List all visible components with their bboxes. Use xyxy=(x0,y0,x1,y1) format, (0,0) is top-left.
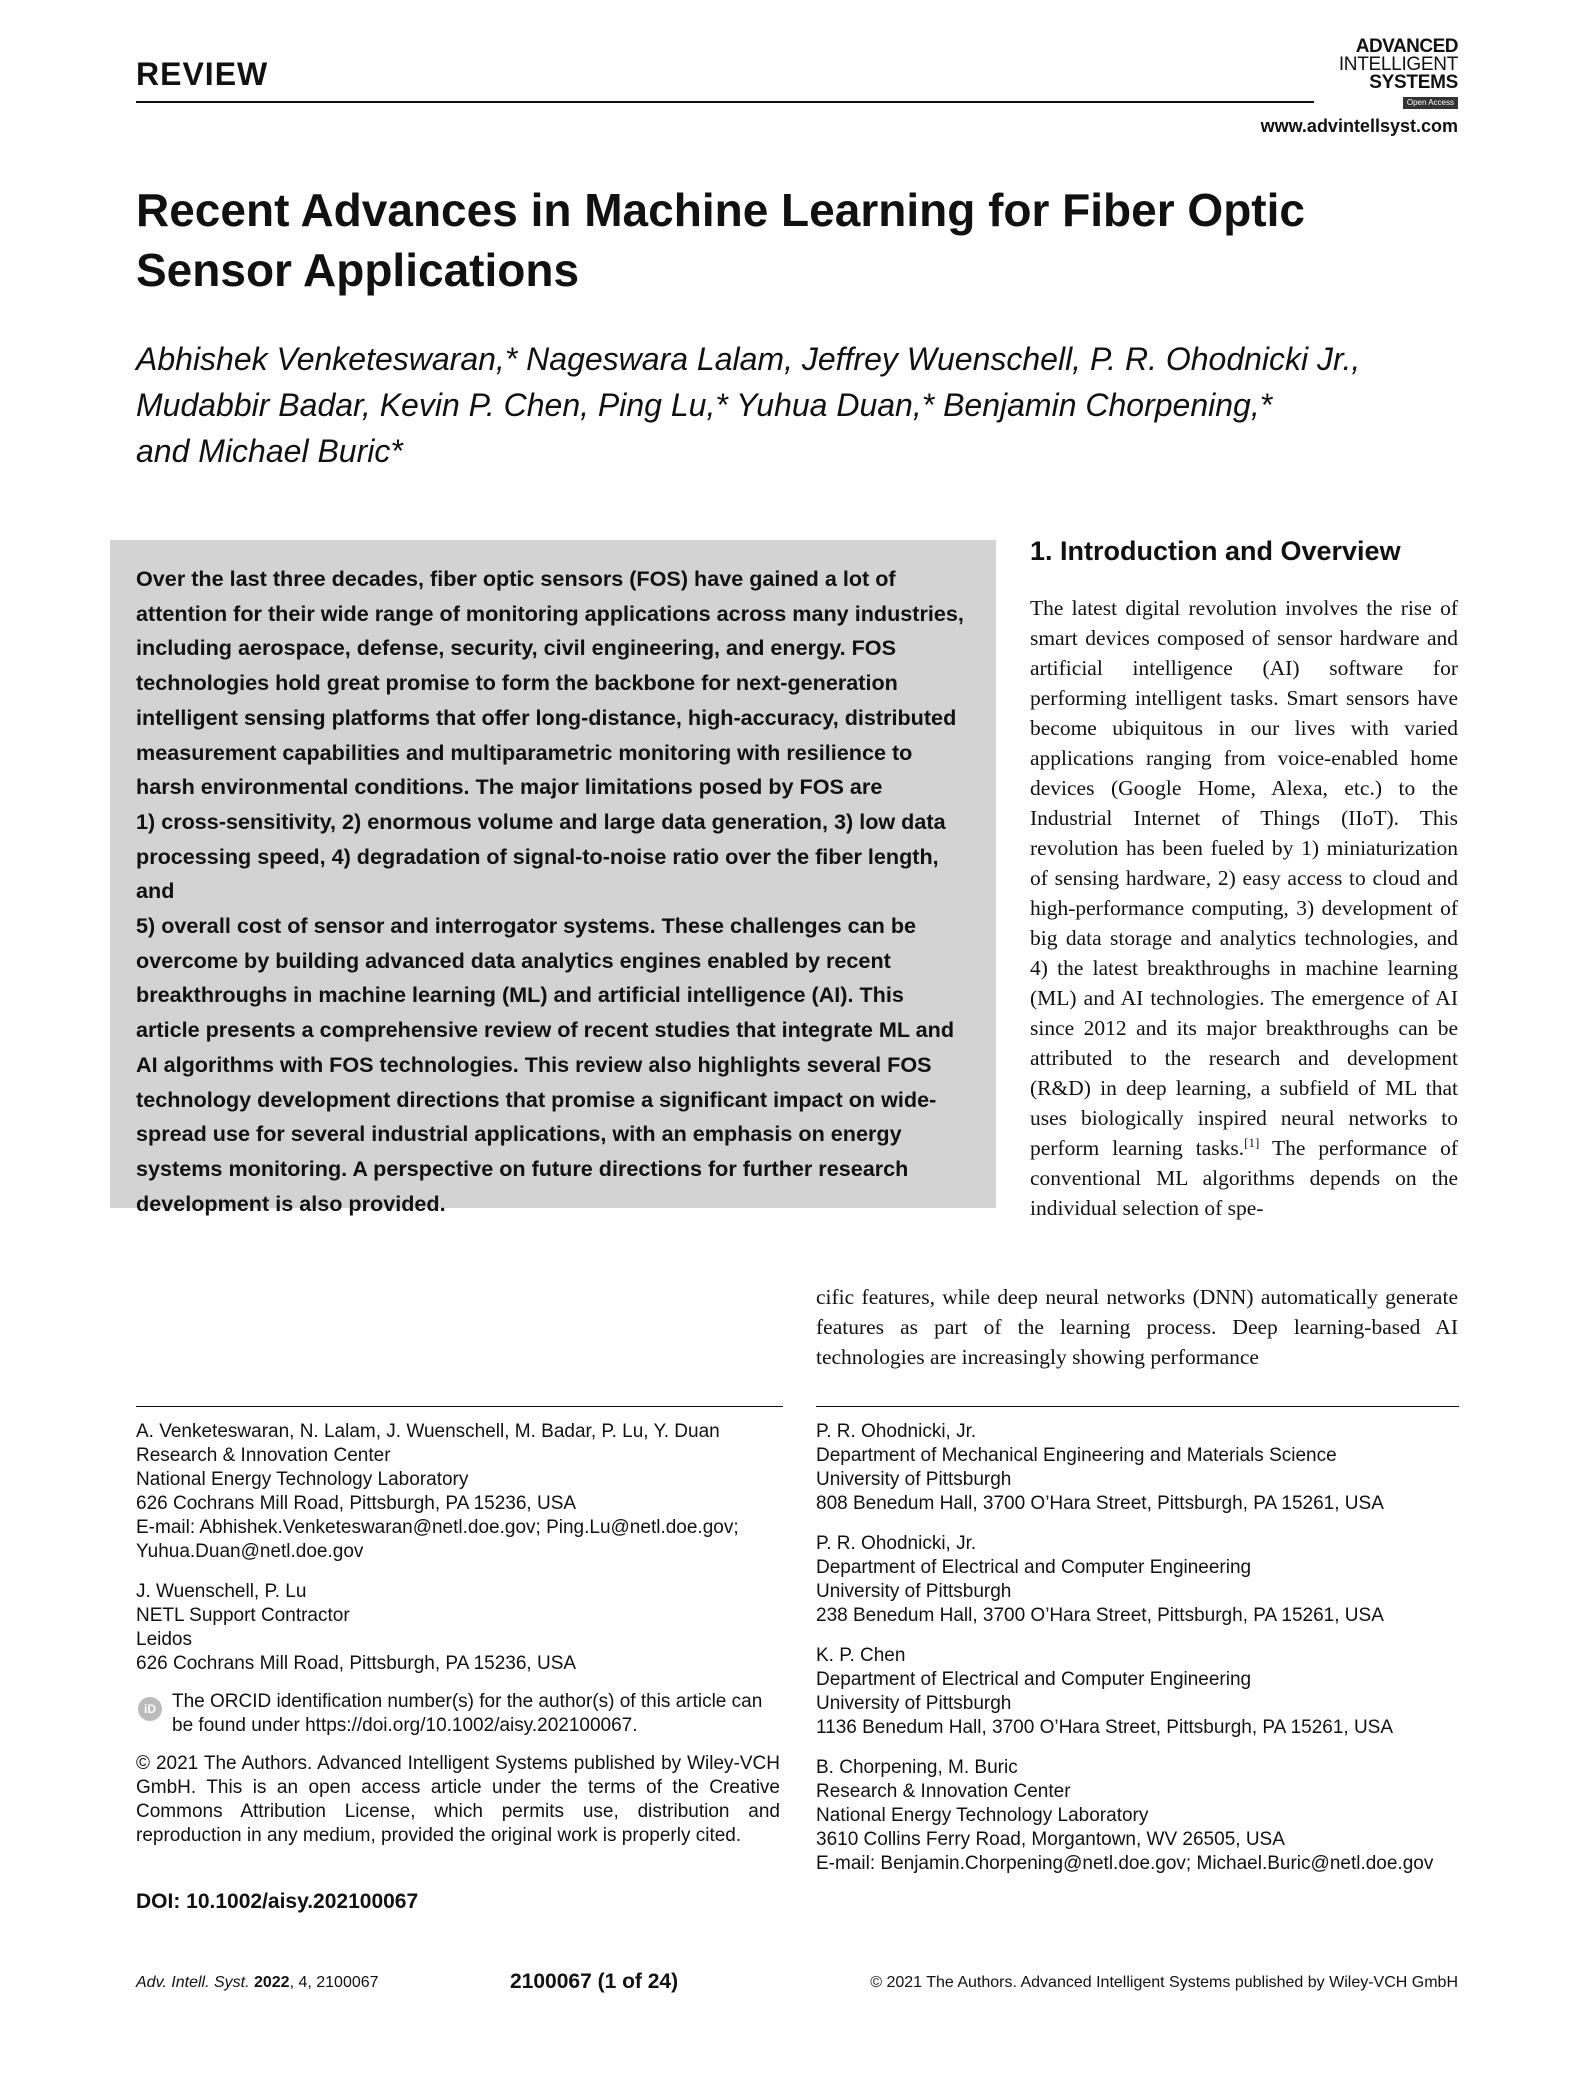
orcid-icon: iD xyxy=(138,1697,162,1721)
affiliation-line: 238 Benedum Hall, 3700 O’Hara Street, Pittsburgh, PA 15261, USA xyxy=(816,1605,1384,1626)
affiliation-line: Department of Mechanical Engineering and Materials Science xyxy=(816,1445,1337,1466)
author-line2: Mudabbir Badar, Kevin P. Chen, Ping Lu,* Yuhua Duan,* Benjamin Chorpening,* xyxy=(136,387,1273,423)
abstract-line: technology development directions that promise a significant impact on wide- xyxy=(136,1086,937,1112)
affiliation-line: National Energy Technology Laboratory xyxy=(816,1805,1149,1826)
affiliation-line: National Energy Technology Laboratory xyxy=(136,1469,469,1490)
affiliation-line: 1136 Benedum Hall, 3700 O’Hara Street, Pittsburgh, PA 15261, USA xyxy=(816,1717,1394,1738)
affiliation-email[interactable]: E-mail: Abhishek.Venketeswaran@netl.doe.gov; Ping.Lu@netl.doe.gov; xyxy=(136,1517,739,1538)
article-title-line2: Sensor Applications xyxy=(136,244,580,296)
journal-logo-line1: ADVANCED xyxy=(1355,36,1458,57)
abstract-line: processing speed, 4) degradation of signal-to-noise ratio over the fiber length, and xyxy=(136,843,939,904)
affiliation-line: J. Wuenschell, P. Lu xyxy=(136,1581,307,1602)
affiliation-block xyxy=(816,1532,1384,1628)
author-line1: Abhishek Venketeswaran,* Nageswara Lalam, Jeffrey Wuenschell, P. R. Ohodnicki Jr., xyxy=(136,341,1361,377)
header-rule xyxy=(136,101,1314,103)
footnote-rule-left xyxy=(136,1406,783,1407)
author-line3: and Michael Buric* xyxy=(136,433,403,469)
affiliation-line: University of Pittsburgh xyxy=(816,1581,1012,1602)
affiliation-email[interactable]: E-mail: Benjamin.Chorpening@netl.doe.gov; Michael.Buric@netl.doe.gov xyxy=(816,1853,1434,1874)
affiliation-line: 808 Benedum Hall, 3700 O’Hara Street, Pittsburgh, PA 15261, USA xyxy=(816,1493,1384,1514)
affiliation-line: NETL Support Contractor xyxy=(136,1605,350,1626)
affiliation-line: University of Pittsburgh xyxy=(816,1469,1012,1490)
abstract-line: Over the last three decades, fiber optic sensors (FOS) have gained a lot of xyxy=(136,566,896,591)
footer-citation xyxy=(136,1974,379,1992)
affiliation-line: P. R. Ohodnicki, Jr. xyxy=(816,1533,977,1554)
abstract-line: intelligent sensing platforms that offer long-distance, high-accuracy, distributed xyxy=(136,704,957,730)
section-label: REVIEW xyxy=(136,56,269,92)
affiliation-line: Department of Electrical and Computer Engineering xyxy=(816,1557,1252,1578)
footer-year: 2022 xyxy=(253,1974,290,1991)
reference-1-link[interactable]: [1] xyxy=(1244,1134,1260,1150)
abstract-line: overcome by building advanced data analytics engines enabled by recent xyxy=(136,947,891,973)
affiliation-line: 3610 Collins Ferry Road, Morgantown, WV 26505, USA xyxy=(816,1829,1285,1850)
introduction-heading: 1. Introduction and Overview xyxy=(1030,536,1401,566)
journal-logo-line2: INTELLIGENT xyxy=(1338,54,1458,75)
abstract-line: technologies hold great promise to form the backbone for next-generation xyxy=(136,670,898,696)
abstract-line: harsh environmental conditions. The major limitations posed by FOS are xyxy=(136,774,883,800)
affiliation-block xyxy=(136,1420,739,1564)
open-access-badge: Open Access xyxy=(1403,97,1458,109)
affiliation-block xyxy=(816,1420,1384,1516)
abstract-line: 5) overall cost of sensor and interrogator systems. These challenges can be xyxy=(136,913,917,939)
license-note: © 2021 The Authors. Advanced Intelligent Systems published by Wiley-VCH GmbH. This is an open access article under the terms of the Creative Commons Attribution License, which permits use, distribution and reproduction in any medium, provided the original work is properly cited. xyxy=(136,1753,780,1846)
affiliation-line: Research & Innovation Center xyxy=(816,1781,1071,1802)
affiliation-line: B. Chorpening, M. Buric xyxy=(816,1757,1018,1778)
abstract-line: including aerospace, defense, security, civil engineering, and energy. FOS xyxy=(136,635,897,661)
introduction-text-a: The latest digital revolution involves the rise of smart devices composed of sensor hardware and artificial intelligence (AI) software for performing intelligent tasks. Smart sensors have become ubiquitous in our lives with varied applications ranging from voice-enabled home devices (Google Home, Alexa, etc.) to the Industrial Internet of Things (IIoT). This revolution has been fueled by 1) miniaturization of sensing hardware, 2) easy access to cloud and high-performance computing, 3) development of big data storage and analytics technologies, and 4) the latest breakthroughs in machine learning (ML) and AI technologies. The emergence of AI since 2012 and its major breakthroughs can be attributed to the research and development (R&D) in deep learning, a subfield of ML that uses biologically inspired neural networks to perform learning tasks. xyxy=(1030,596,1458,1160)
abstract-text xyxy=(136,562,972,1221)
article-title-line1: Recent Advances in Machine Learning for Fiber Optic xyxy=(136,184,1305,236)
abstract-line: article presents a comprehensive review of recent studies that integrate ML and xyxy=(136,1017,955,1043)
footer-volume: , 4, 2100067 xyxy=(289,1974,379,1991)
journal-logo-line3: SYSTEMS xyxy=(1369,72,1458,93)
abstract-line: attention for their wide range of monitoring applications across many industries, xyxy=(136,600,964,626)
abstract-line: breakthroughs in machine learning (ML) and artificial intelligence (AI). This xyxy=(136,982,904,1008)
abstract-line: development is also provided. xyxy=(136,1190,446,1216)
affiliation-line: 626 Cochrans Mill Road, Pittsburgh, PA 15236, USA xyxy=(136,1493,577,1514)
affiliation-line: 626 Cochrans Mill Road, Pittsburgh, PA 15236, USA xyxy=(136,1653,577,1674)
footnote-rule-right xyxy=(816,1406,1459,1407)
affiliation-line: Department of Electrical and Computer Engineering xyxy=(816,1669,1252,1690)
affiliation-line: Research & Innovation Center xyxy=(136,1445,391,1466)
affiliation-line: P. R. Ohodnicki, Jr. xyxy=(816,1421,977,1442)
affiliation-block xyxy=(136,1580,576,1676)
affiliation-line: A. Venketeswaran, N. Lalam, J. Wuenschell, M. Badar, P. Lu, Y. Duan xyxy=(136,1421,720,1442)
introduction-paragraph xyxy=(1030,593,1458,1223)
affiliation-line: University of Pittsburgh xyxy=(816,1693,1012,1714)
affiliation-block xyxy=(816,1756,1433,1876)
introduction-text-b: The performance of conventional ML algorithms depends on the individual selection of spe- xyxy=(1030,1136,1458,1220)
abstract-line: AI algorithms with FOS technologies. This review also highlights several FOS xyxy=(136,1051,932,1077)
affiliation-line: Leidos xyxy=(136,1629,192,1650)
abstract-line: systems monitoring. A perspective on future directions for further research xyxy=(136,1155,909,1181)
footer-copyright: © 2021 The Authors. Advanced Intelligent Systems published by Wiley-VCH GmbH xyxy=(870,1974,1458,1991)
affiliation-block xyxy=(816,1644,1393,1740)
affiliation-line: K. P. Chen xyxy=(816,1645,906,1666)
abstract-line: measurement capabilities and multiparametric monitoring with resilience to xyxy=(136,739,913,765)
author-list xyxy=(136,336,1456,474)
abstract-line: 1) cross-sensitivity, 2) enormous volume and large data generation, 3) low data xyxy=(136,808,946,834)
abstract-line: spread use for several industrial applications, with an emphasis on energy xyxy=(136,1121,902,1147)
footer-journal-abbrev: Adv. Intell. Syst. xyxy=(136,1974,250,1991)
page-number: 2100067 (1 of 24) xyxy=(510,1970,679,1993)
orcid-note[interactable]: The ORCID identification number(s) for the author(s) of this article can be found under https://doi.org/10.1002/aisy.202100067. xyxy=(172,1691,763,1736)
doi[interactable]: DOI: 10.1002/aisy.202100067 xyxy=(136,1890,419,1913)
journal-logo xyxy=(1318,38,1458,110)
journal-url[interactable]: www.advintellsyst.com xyxy=(1260,116,1458,136)
article-title xyxy=(136,180,1386,300)
introduction-paragraph-continued: cific features, while deep neural networks (DNN) automatically generate features as part of the learning process. Deep learning-based AI technologies are increasingly showing performance xyxy=(816,1285,1458,1369)
affiliation-email[interactable]: Yuhua.Duan@netl.doe.gov xyxy=(136,1541,364,1562)
